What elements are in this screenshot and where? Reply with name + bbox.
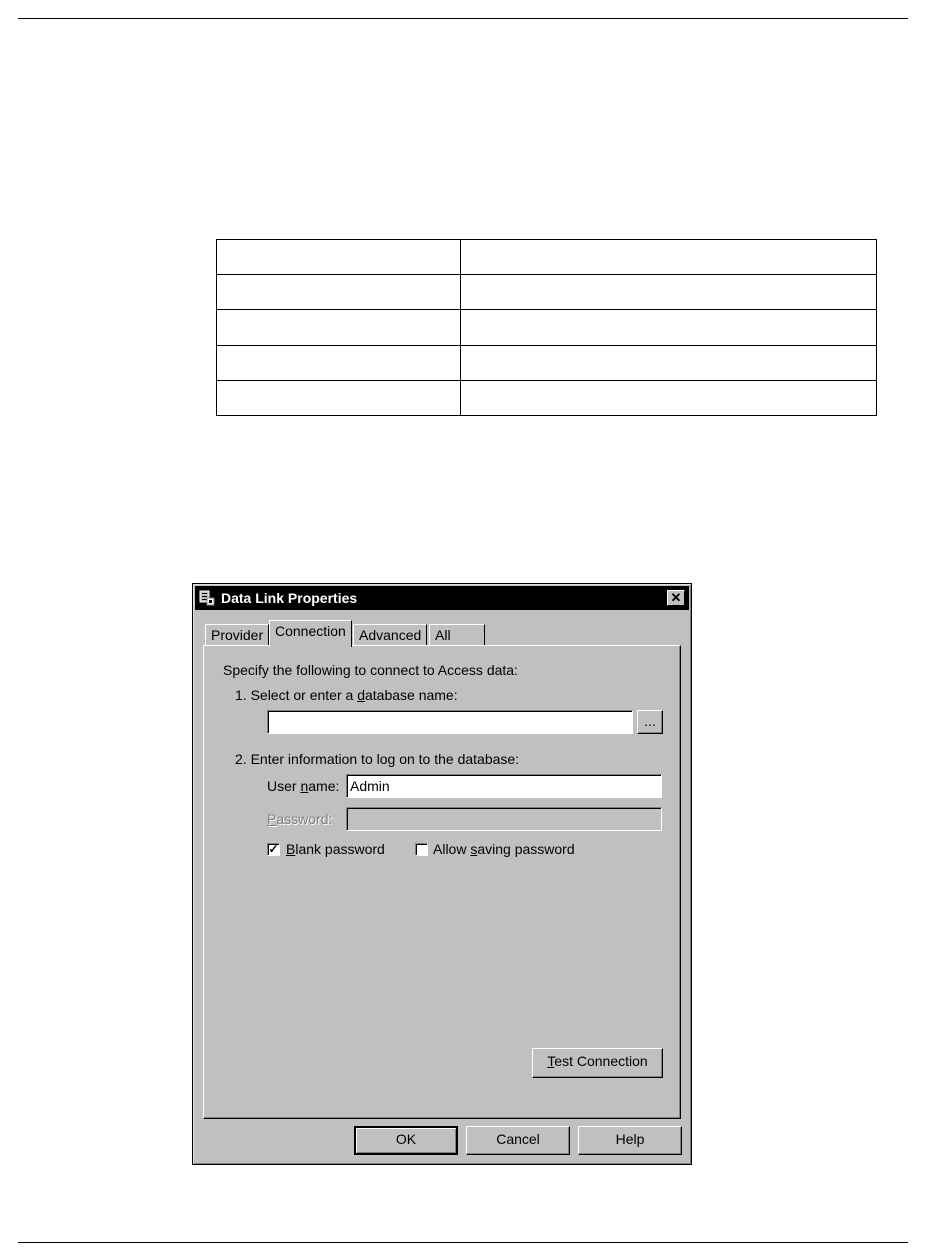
tab-advanced[interactable]: Advanced [353,624,427,646]
intro-text: Specify the following to connect to Access data: [223,662,518,678]
blank-password-checkbox[interactable] [267,843,280,856]
allow-saving-password-checkbox[interactable] [415,843,428,856]
data-link-icon [199,590,215,606]
step1-label: 1. Select or enter a database name: [235,687,458,703]
allow-saving-password-label[interactable]: Allow saving password [433,841,575,857]
table-row [217,345,877,380]
close-icon: ✕ [670,590,682,605]
bottom-rule [18,1242,908,1243]
tab-all[interactable]: All [429,624,485,646]
checkmark-icon: ✓ [268,842,279,856]
cancel-button[interactable]: Cancel [466,1126,570,1155]
close-button[interactable] [667,590,685,606]
username-label: User name: [267,778,340,794]
table-row [217,240,877,275]
title-bar[interactable] [195,586,689,610]
table-row [217,275,877,310]
table-row [217,310,877,345]
browse-button[interactable]: ... [637,710,663,734]
password-input[interactable] [346,807,662,831]
tab-connection[interactable]: Connection [269,620,352,647]
database-name-input[interactable] [267,710,633,734]
username-input[interactable] [346,774,662,798]
test-connection-button[interactable]: Test Connection [532,1048,663,1078]
table-row [217,380,877,415]
password-label: Password: [267,811,333,827]
help-button[interactable]: Help [578,1126,682,1155]
document-table [216,239,877,416]
tab-provider[interactable]: Provider [205,624,269,646]
blank-password-label[interactable]: Blank password [286,841,385,857]
ok-button[interactable]: OK [354,1126,458,1155]
data-link-properties-dialog [192,583,692,1165]
top-rule [18,18,908,19]
dialog-title: Data Link Properties [221,590,358,606]
step2-label: 2. Enter information to log on to the database: [235,751,520,767]
